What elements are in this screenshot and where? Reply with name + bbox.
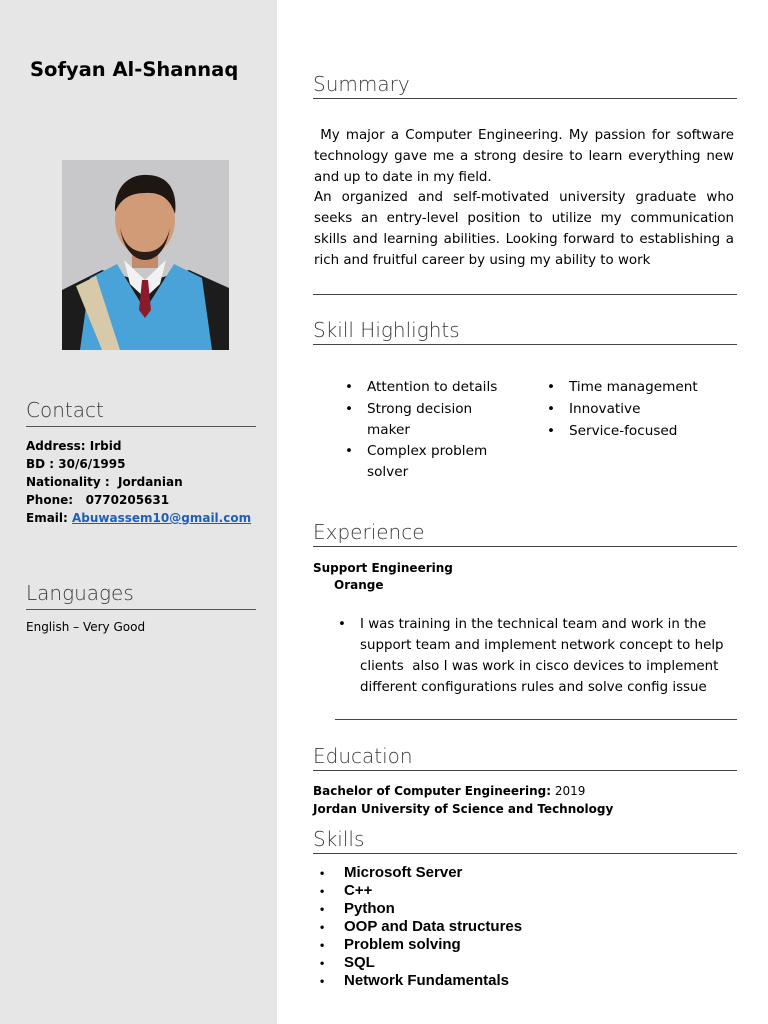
skill-highlight-item: • Time management: [547, 377, 727, 398]
address-label: Address:: [26, 439, 86, 453]
skill-item: • Network Fundamentals: [320, 972, 522, 990]
summary-paragraph-1: My major a Computer Engineering. My passion for software technology gave me a strong desire to learn everything new and up to date in my field.: [314, 128, 739, 185]
contact-list: [26, 437, 251, 527]
profile-photo-icon: [62, 160, 229, 350]
experience-heading: Experience: [313, 520, 737, 547]
phone-label: Phone:: [26, 493, 74, 507]
skill-highlight-item: • Complex problem solver: [345, 441, 505, 483]
skill-highlights-column-2: [547, 377, 727, 442]
address-value: Irbid: [85, 439, 122, 453]
experience-divider: [335, 719, 737, 720]
candidate-name: Sofyan Al-Shannaq: [30, 58, 239, 81]
skill-item: • Python: [320, 900, 522, 918]
contact-address: [26, 437, 251, 455]
skill-item: • Microsoft Server: [320, 864, 522, 882]
skills-list: [320, 864, 522, 990]
degree-label: Bachelor of Computer Engineering:: [313, 784, 552, 798]
skill-item: • OOP and Data structures: [320, 918, 522, 936]
summary-paragraph-2: An organized and self-motivated university graduate who seeks an entry-level position to utilize my communication skills and learning abilities. Looking forward to establishing a rich and fruitful career by using my ability to work: [314, 190, 734, 268]
nationality-label: Nationality :: [26, 475, 110, 489]
skill-highlight-item: • Attention to details: [345, 377, 505, 398]
summary-divider: [313, 294, 737, 295]
skill-highlight-item: • Innovative: [547, 399, 727, 420]
profile-photo: [62, 160, 229, 350]
languages-text: English – Very Good: [26, 620, 146, 634]
summary-heading: Summary: [313, 72, 737, 99]
skill-highlights-heading: Skill Highlights: [313, 318, 737, 345]
skill-highlight-item: • Strong decision maker: [345, 399, 505, 441]
skills-heading: Skills: [313, 827, 737, 854]
skill-item: • C++: [320, 882, 522, 900]
education-entry: [313, 782, 613, 818]
contact-phone: [26, 491, 251, 509]
education-heading: Education: [313, 744, 737, 771]
degree-year: 2019: [551, 784, 586, 798]
summary-text: [314, 126, 739, 272]
skill-highlights-column-1: [345, 377, 505, 484]
email-link[interactable]: Abuwassem10@gmail.com: [72, 511, 252, 525]
phone-value: 0770205631: [73, 493, 170, 507]
experience-role: Support Engineering: [313, 561, 453, 575]
contact-nationality: [26, 473, 251, 491]
languages-heading: Languages: [26, 581, 256, 610]
bd-value: 30/6/1995: [58, 457, 126, 471]
experience-company: Orange: [334, 578, 384, 592]
experience-entry: [313, 560, 453, 594]
experience-bullet: • I was training in the technical team and work in the support team and implement network concept to help clients also I was work in cisco devices to implement different configurations rules and solve config issue: [338, 614, 738, 698]
contact-heading: Contact: [26, 398, 256, 427]
email-label: Email:: [26, 511, 68, 525]
contact-email: [26, 509, 251, 527]
nationality-value: Jordanian: [109, 475, 183, 489]
contact-bd: [26, 455, 251, 473]
skill-item: • SQL: [320, 954, 522, 972]
skill-highlight-item: • Service-focused: [547, 421, 727, 442]
bd-label: BD :: [26, 457, 59, 471]
education-degree: [313, 782, 613, 800]
skill-item: • Problem solving: [320, 936, 522, 954]
education-university: Jordan University of Science and Technology: [313, 802, 614, 816]
experience-bullets: [338, 614, 738, 698]
